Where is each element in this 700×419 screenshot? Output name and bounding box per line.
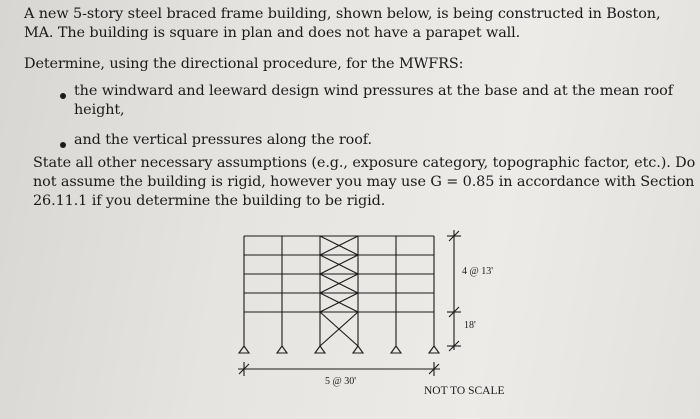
vertical-dimension — [447, 230, 461, 351]
bay-spacing-label: 5 @ 30' — [325, 376, 357, 387]
support-triangle — [277, 346, 287, 353]
support-triangle — [429, 346, 439, 353]
pin-supports — [239, 346, 439, 353]
assumption-line-2: not assume the building is rigid, however you may use G = 0.85 in accordance with Section — [33, 174, 695, 190]
intro-line-1: A new 5-story steel braced frame building, shown below, is being constructed in Boston, — [24, 6, 661, 22]
support-triangle — [239, 346, 249, 353]
support-triangle — [391, 346, 401, 353]
task-statement: Determine, using the directional procedure, for the MWFRS: — [24, 56, 464, 72]
bullet-2-line-1: and the vertical pressures along the roof. — [74, 132, 372, 148]
frame-beams — [244, 236, 434, 312]
intro-line-2: MA. The building is square in plan and does not have a parapet wall. — [24, 25, 521, 41]
assumption-line-1: State all other necessary assumptions (e.g., exposure category, topographic factor, etc.). Do — [33, 155, 696, 171]
first-story-height-label: 18' — [464, 320, 476, 331]
bullet-dot-2 — [60, 142, 66, 148]
assumption-line-3: 26.11.1 if you determine the building to be rigid. — [33, 193, 386, 209]
bullet-dot-1 — [60, 93, 66, 99]
not-to-scale-note: NOT TO SCALE — [424, 385, 505, 397]
support-triangle — [315, 346, 325, 353]
braced-frame-diagram — [232, 222, 482, 382]
x-bracing — [320, 236, 358, 346]
horizontal-dimension — [238, 362, 440, 376]
support-triangle — [353, 346, 363, 353]
bullet-1-line-1: the windward and leeward design wind pressures at the base and at the mean roof — [74, 83, 673, 99]
upper-story-height-label: 4 @ 13' — [462, 266, 494, 277]
bullet-1-line-2: height, — [74, 102, 125, 118]
